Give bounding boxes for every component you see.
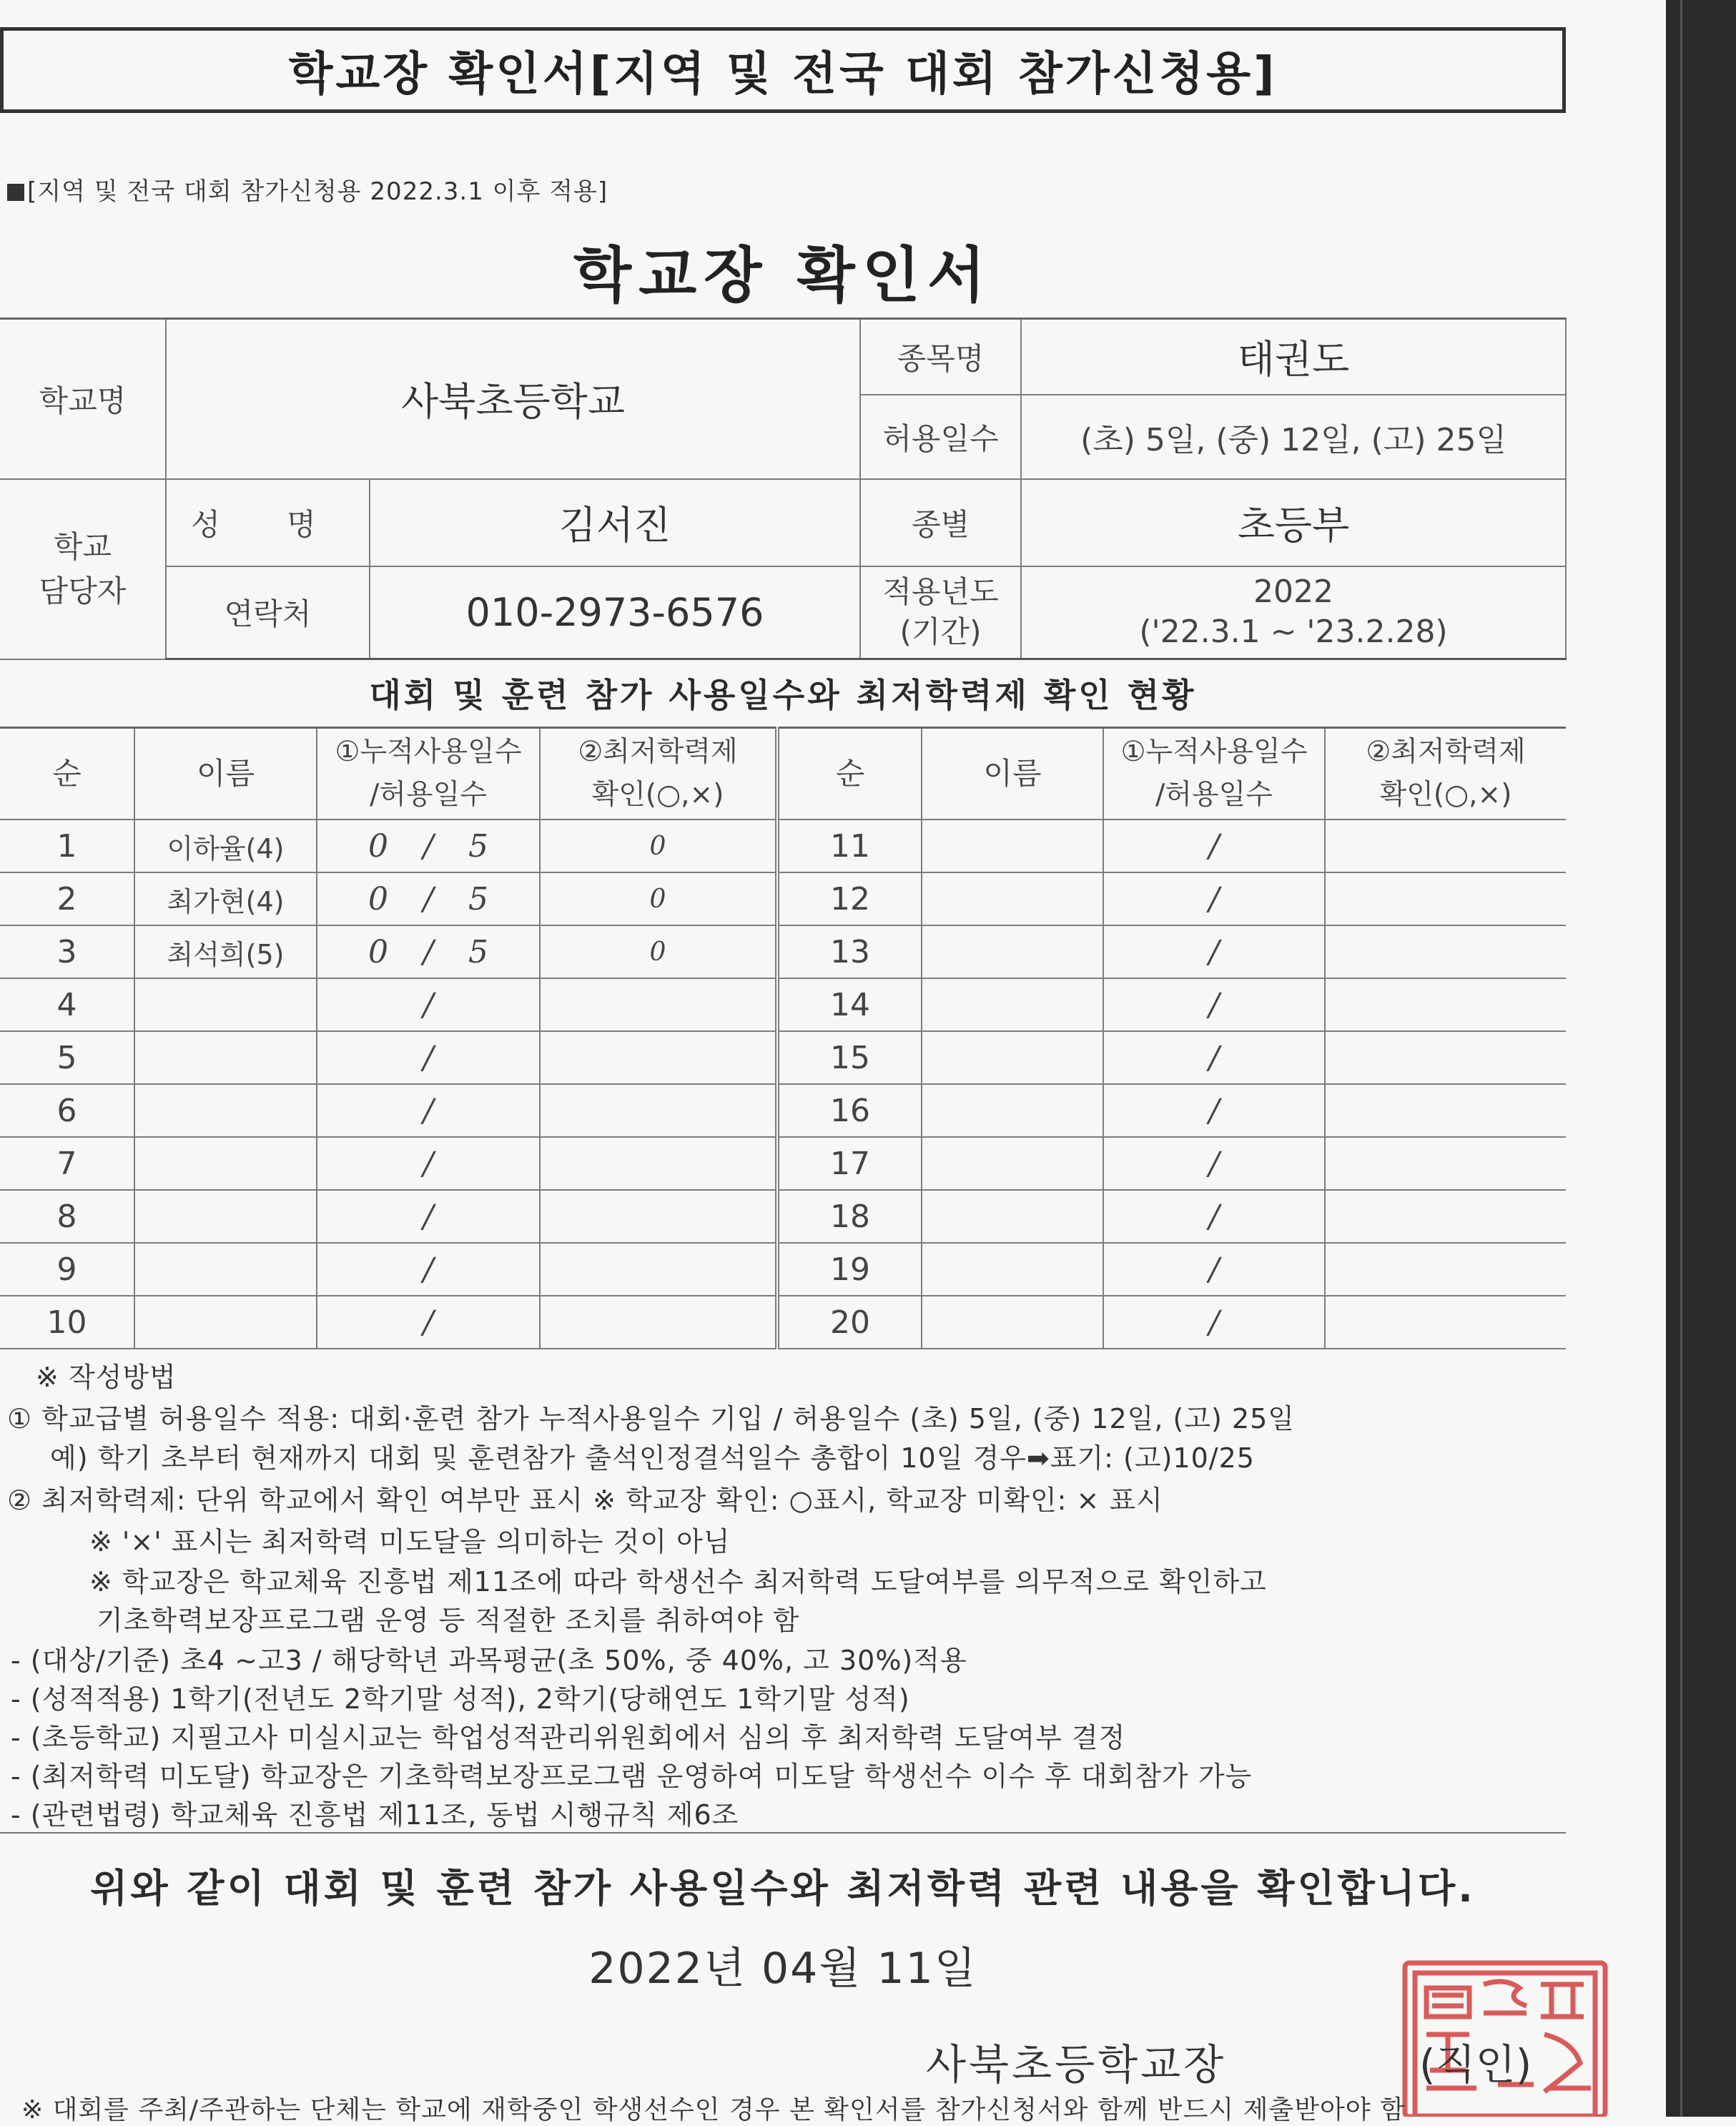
row-days-used: 0 — [368, 827, 388, 865]
table-row — [0, 1296, 1566, 1349]
col-days-right-line1: ①누적사용일수 — [1120, 736, 1308, 768]
row-check — [540, 978, 777, 1031]
row-check-right — [1325, 925, 1566, 978]
row-name-right — [922, 1190, 1103, 1243]
row-check — [540, 1084, 777, 1137]
notes-line3: ② 최저학력제: 단위 학교에서 확인 여부만 표시 ※ 학교장 확인: ○표시, 학교장 미확인: × 표시 — [7, 1485, 1163, 1516]
row-check-right — [1325, 1137, 1566, 1190]
row-check-right — [1325, 1031, 1566, 1084]
usage-table-body — [0, 820, 1566, 1349]
row-check — [540, 1137, 777, 1190]
notes-line8: - (성적적용) 1학기(전년도 2학기말 성적), 2학기(당해연도 1학기말 성적) — [11, 1683, 910, 1715]
col-days — [317, 728, 540, 820]
row-name — [134, 1031, 317, 1084]
contact-label: 연락처 — [166, 566, 370, 659]
col-check-right-line2: 확인(○,×) — [1379, 779, 1512, 811]
row-days: / — [317, 1084, 540, 1137]
notes-line1: ① 학교급별 허용일수 적용: 대회·훈련 참가 누적사용일수 기입 / 허용일수 (초) 5일, (중) 12일, (고) 25일 — [7, 1403, 1296, 1434]
name-label: 성 명 — [166, 479, 370, 566]
row-days-slash: / — [423, 880, 434, 917]
event-label: 종목명 — [860, 319, 1021, 395]
row-check-right — [1325, 1084, 1566, 1137]
row-days: / — [317, 1243, 540, 1296]
principal-name: 사북초등학교장 — [926, 2040, 1227, 2089]
row-name-right — [922, 1137, 1103, 1190]
col-check-right-line1: ②최저학력제 — [1366, 736, 1526, 768]
allowed-days-label: 허용일수 — [860, 395, 1021, 479]
row-no: 5 — [0, 1031, 134, 1084]
square-bullet-icon — [7, 184, 24, 201]
row-check-right — [1325, 820, 1566, 872]
info-table — [0, 318, 1567, 660]
footer-note: ※ 대회를 주최/주관하는 단체는 학교에 재학중인 학생선수인 경우 본 확인서를 참가신청서와 함께 반드시 제출받아야 함 — [21, 2095, 1406, 2125]
col-no: 순 — [0, 728, 134, 820]
year-label — [860, 566, 1021, 659]
col-check — [540, 728, 777, 820]
document-header — [0, 27, 1566, 113]
notes-line10: - (최저학력 미도달) 학교장은 기초학력보장프로그램 운영하여 미도달 학생선수 이수 후 대회참가 가능 — [11, 1761, 1253, 1792]
row-check-right — [1325, 1243, 1566, 1296]
page-title: 학교장 확인서 — [573, 240, 993, 310]
row-days-used: 0 — [368, 880, 388, 917]
col-check-line2: 확인(○,×) — [591, 779, 724, 811]
row-check: 0 — [540, 925, 777, 978]
apply-note-text: [지역 및 전국 대회 참가신청용 2022.3.1 이후 적용] — [27, 177, 608, 206]
year-value-line1: 2022 — [1253, 574, 1333, 611]
row-no: 7 — [0, 1137, 134, 1190]
row-name-right — [922, 978, 1103, 1031]
section-title: 대회 및 훈련 참가 사용일수와 최저학력제 확인 현황 — [369, 676, 1197, 714]
divider — [0, 1832, 1566, 1834]
row-no: 1 — [0, 820, 134, 872]
row-days-allowed: 5 — [468, 933, 488, 970]
row-no-right: 11 — [777, 820, 922, 872]
event-name: 태권도 — [1021, 319, 1566, 395]
col-days-right — [1103, 728, 1325, 820]
row-check — [540, 1190, 777, 1243]
row-days-right: / — [1103, 820, 1325, 872]
table-row — [0, 1243, 1566, 1296]
seal-label: (직인) — [1419, 2040, 1532, 2089]
row-name: 최석희(5) — [134, 925, 317, 978]
row-no-right: 12 — [777, 872, 922, 925]
row-no: 9 — [0, 1243, 134, 1296]
row-name — [134, 1084, 317, 1137]
year-label-line1: 적용년도 — [882, 574, 999, 610]
row-no: 6 — [0, 1084, 134, 1137]
header-title: 학교장 확인서[지역 및 전국 대회 참가신청용] — [288, 48, 1278, 101]
row-name: 최가현(4) — [134, 872, 317, 925]
row-days-allowed: 5 — [468, 827, 488, 865]
table-row — [0, 1137, 1566, 1190]
row-days: / — [317, 1190, 540, 1243]
row-name — [134, 978, 317, 1031]
row-check: 0 — [540, 820, 777, 872]
row-days — [317, 925, 540, 978]
notes-line6: 기초학력보장프로그램 운영 등 적절한 조치를 취하여야 함 — [97, 1605, 800, 1636]
row-check — [540, 1031, 777, 1084]
year-value-line2: ('22.3.1 ~ '23.2.28) — [1139, 614, 1448, 651]
contact-value: 010-2973-6576 — [370, 566, 860, 659]
row-name — [134, 1190, 317, 1243]
year-label-line2: (기간) — [899, 614, 982, 650]
row-days-slash: / — [423, 827, 434, 865]
issue-date: 2022년 04월 11일 — [588, 1944, 977, 1994]
row-no-right: 13 — [777, 925, 922, 978]
table-row — [0, 1084, 1566, 1137]
row-check — [540, 1243, 777, 1296]
row-no: 10 — [0, 1296, 134, 1349]
col-check-line1: ②최저학력제 — [578, 736, 738, 768]
row-no: 2 — [0, 872, 134, 925]
row-check-right — [1325, 872, 1566, 925]
row-check-right — [1325, 978, 1566, 1031]
row-name-right — [922, 1243, 1103, 1296]
notes-line7: - (대상/기준) 초4 ~고3 / 해당학년 과목평균(초 50%, 중 40%, 고 30%)적용 — [11, 1645, 967, 1676]
row-days-used: 0 — [368, 933, 388, 970]
row-name-right — [922, 1031, 1103, 1084]
row-name — [134, 1243, 317, 1296]
notes-line11: - (관련법령) 학교체육 진흥법 제11조, 동법 시행규칙 제6조 — [11, 1799, 739, 1831]
manager-name: 김서진 — [370, 479, 860, 566]
notes-line4: ※ '×' 표시는 최저학력 미도달을 의미하는 것이 아님 — [89, 1526, 731, 1557]
row-no-right: 16 — [777, 1084, 922, 1137]
row-name-right — [922, 1084, 1103, 1137]
row-days — [317, 820, 540, 872]
row-no-right: 14 — [777, 978, 922, 1031]
row-days-right: / — [1103, 872, 1325, 925]
table-row — [0, 1031, 1566, 1084]
row-name-right — [922, 820, 1103, 872]
col-no-right: 순 — [777, 728, 922, 820]
notes-line9: - (초등학교) 지필고사 미실시교는 학업성적관리위원회에서 심의 후 최저학력 도달여부 결정 — [11, 1722, 1126, 1753]
row-days-right: / — [1103, 1296, 1325, 1349]
row-check — [540, 1296, 777, 1349]
row-days: / — [317, 978, 540, 1031]
row-no-right: 20 — [777, 1296, 922, 1349]
row-no-right: 18 — [777, 1190, 922, 1243]
row-days-allowed: 5 — [468, 880, 488, 917]
col-check-right — [1325, 728, 1566, 820]
row-name-right — [922, 925, 1103, 978]
division-value: 초등부 — [1021, 479, 1566, 566]
row-days-right: / — [1103, 1243, 1325, 1296]
row-name — [134, 1296, 317, 1349]
manager-label: 학교 담당자 — [0, 479, 166, 659]
row-check-right — [1325, 1190, 1566, 1243]
allowed-days-value: (초) 5일, (중) 12일, (고) 25일 — [1021, 395, 1566, 479]
col-name-right: 이름 — [922, 728, 1103, 820]
division-label: 종별 — [860, 479, 1021, 566]
school-label: 학교명 — [0, 319, 166, 479]
row-days-right: / — [1103, 1137, 1325, 1190]
scan-edge-line — [1680, 0, 1682, 2117]
row-days-right: / — [1103, 925, 1325, 978]
row-no: 4 — [0, 978, 134, 1031]
scan-edge — [1666, 0, 1736, 2117]
apply-note — [7, 172, 608, 207]
row-no: 8 — [0, 1190, 134, 1243]
row-days-slash: / — [423, 933, 434, 970]
year-value — [1021, 566, 1566, 659]
row-days-right: / — [1103, 1190, 1325, 1243]
row-check-right — [1325, 1296, 1566, 1349]
notes-line5: ※ 학교장은 학교체육 진흥법 제11조에 따라 학생선수 최저학력 도달여부를 의무적으로 확인하고 — [89, 1566, 1267, 1598]
confirm-statement: 위와 같이 대회 및 훈련 참가 사용일수와 최저학력 관련 내용을 확인합니다. — [90, 1866, 1476, 1911]
row-no: 3 — [0, 925, 134, 978]
row-name: 이하율(4) — [134, 820, 317, 872]
row-name — [134, 1137, 317, 1190]
row-days-right: / — [1103, 978, 1325, 1031]
row-name-right — [922, 1296, 1103, 1349]
col-name: 이름 — [134, 728, 317, 820]
table-row — [0, 978, 1566, 1031]
row-days-right: / — [1103, 1084, 1325, 1137]
row-check: 0 — [540, 872, 777, 925]
notes-line2: 예) 학기 초부터 현재까지 대회 및 훈련참가 출석인정결석일수 총합이 10일 경우➡표기: (고)10/25 — [50, 1442, 1255, 1474]
row-days: / — [317, 1296, 540, 1349]
school-name: 사북초등학교 — [166, 319, 860, 479]
notes-heading: ※ 작성방법 — [36, 1362, 177, 1393]
table-row — [0, 925, 1566, 978]
row-days-right: / — [1103, 1031, 1325, 1084]
table-row — [0, 872, 1566, 925]
table-row — [0, 1190, 1566, 1243]
row-name-right — [922, 872, 1103, 925]
usage-table — [0, 727, 1566, 1349]
row-no-right: 17 — [777, 1137, 922, 1190]
col-days-line2: /허용일수 — [370, 779, 487, 811]
row-days — [317, 872, 540, 925]
row-no-right: 15 — [777, 1031, 922, 1084]
row-days: / — [317, 1031, 540, 1084]
col-days-right-line2: /허용일수 — [1155, 779, 1273, 811]
row-days: / — [317, 1137, 540, 1190]
row-no-right: 19 — [777, 1243, 922, 1296]
table-row — [0, 820, 1566, 872]
col-days-line1: ①누적사용일수 — [335, 736, 522, 768]
